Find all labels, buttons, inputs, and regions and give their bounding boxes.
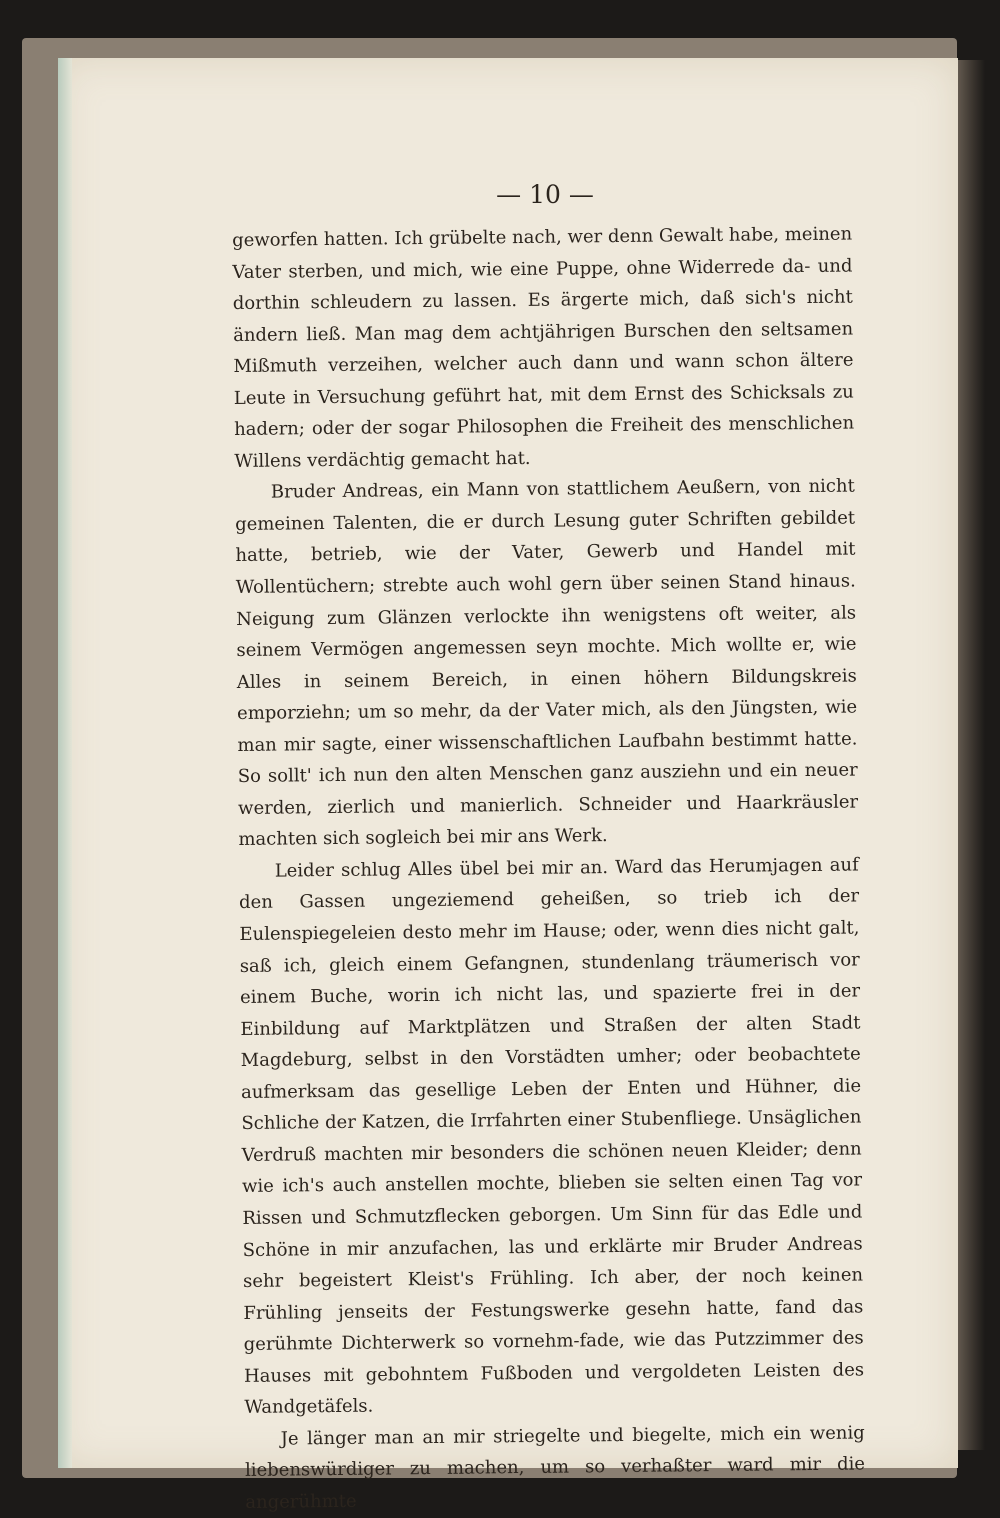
- page-number: — 10 —: [496, 180, 594, 209]
- page-body-text: [232, 219, 866, 1518]
- paragraph-4: Je länger man an mir striegelte und biegelte, mich ein wenig liebenswürdiger zu machen, um so verhaßter ward mir die angerühmte: [244, 1422, 866, 1513]
- page-gutter: [58, 58, 72, 1468]
- paragraph-2: Bruder Andreas, ein Mann von stattlichem Aeußern, von nicht gemeinen Talenten, die er durch Lesung guter Schriften gebildet hatte, betrieb, wie der Vater, Gewerb und Handel mit Wollentüchern; strebte auch wohl gern über seinen Stand hinaus. Neigung zum Glänzen verlockte ihn wenigstens oft weiter, als seinem Vermögen angemessen seyn mochte. Mich wollte er, wie Alles in seinem Bereich, in einen höhern Bildungskreis emporziehn; um so mehr, da der Vater mich, als den Jüngsten, wie man mir sagte, einer wissenschaftlichen Laufbahn bestimmt hatte. So sollt' ich nun den alten Menschen ganz ausziehn und ein neuer werden, zierlich und manierlich. Schneider und Haarkräusler machten sich sogleich bei mir ans Werk.: [235, 475, 859, 851]
- book-page-edge: [955, 60, 985, 1450]
- paragraph-1: geworfen hatten. Ich grübelte nach, wer denn Gewalt habe, meinen Vater sterben, und mich, wie eine Puppe, ohne Widerrede da- und dorthin schleudern zu lassen. Es ärgerte mich, daß sich's nicht ändern ließ. Man mag dem achtjährigen Burschen den seltsamen Mißmuth verzeihen, welcher auch dann und wann schon ältere Leute in Versuchung geführt hat, mit dem Ernst des Schicksals zu hadern; oder der sogar Philosophen die Freiheit des menschlichen Willens verdächtig gemacht hat.: [232, 223, 855, 472]
- paragraph-3: Leider schlug Alles übel bei mir an. Ward das Herumjagen auf den Gassen ungeziemend geheißen, so trieb ich der Eulenspiegeleien desto mehr im Hause; oder, wenn dies nicht galt, saß ich, gleich einem Gefangnen, stundenlang träumerisch vor einem Buche, worin ich nicht las, und spazierte frei in der Einbildung auf Marktplätzen und Straßen der alten Stadt Magdeburg, selbst in den Vorstädten umher; oder beobachtete aufmerksam das gesellige Leben der Enten und Hühner, die Schliche der Katzen, die Irrfahrten einer Stubenfliege. Unsäglichen Verdruß machten mir besonders die schönen neuen Kleider; denn wie ich's auch anstellen mochte, blieben sie selten einen Tag vor Rissen und Schmutzflecken geborgen. Um Sinn für das Edle und Schöne in mir anzufachen, las und erklärte mir Bruder Andreas sehr begeistert Kleist's Frühling. Ich aber, der noch keinen Frühling jenseits der Festungswerke gesehn hatte, fand das gerühmte Dichterwerk so vornehm-fade, wie das Putzzimmer des Hauses mit gebohntem Fußboden und vergoldeten Leisten des Wandgetäfels.: [238, 854, 865, 1419]
